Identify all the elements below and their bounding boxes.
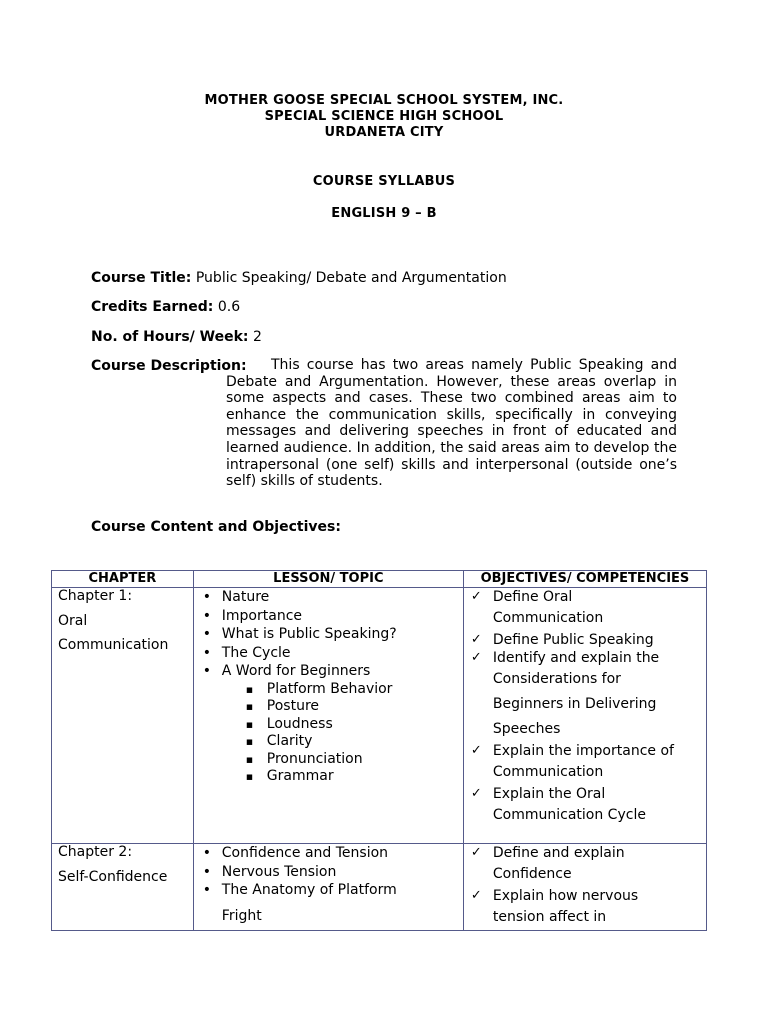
chapter-number: Chapter 1: [58, 588, 133, 604]
subject-title: ENGLISH 9 – B [331, 206, 437, 221]
objectives-cell [463, 844, 706, 931]
list-item: ✓ Explain the Oral Communication Cycle [493, 785, 706, 828]
chapter-cell [52, 588, 194, 844]
topic-list [194, 588, 463, 786]
list-item: ✓ Explain how nervous tension affect in [493, 887, 706, 930]
list-item: ▪ Loudness [267, 716, 463, 734]
objective-list [464, 588, 706, 828]
column-header-objectives: OBJECTIVES/ COMPETENCIES [463, 571, 706, 588]
list-item-continuation: Fright [221, 907, 262, 924]
chapter-name-line: Communication [58, 637, 169, 653]
list-item: • Importance [222, 607, 463, 626]
list-item: • What is Public Speaking? [222, 625, 463, 644]
list-item: ▪ Clarity [267, 733, 463, 751]
list-item: ▪ Grammar [267, 768, 463, 786]
chapter-number: Chapter 2: [58, 844, 133, 860]
list-item: ✓ Define Public Speaking [493, 631, 706, 649]
course-title-field [91, 269, 507, 287]
course-description-label: Course Description: [91, 358, 247, 374]
topic-cell [193, 844, 463, 931]
objectives-cell [463, 588, 706, 844]
hours-value: 2 [252, 329, 262, 345]
course-title-value: Public Speaking/ Debate and Argumentation [195, 270, 507, 286]
column-header-chapter: CHAPTER [52, 571, 194, 588]
list-item: ✓ Define Oral Communication [493, 588, 706, 631]
credits-field [91, 298, 240, 316]
school-header [0, 93, 768, 141]
list-item: • A Word for Beginners ▪ Platform Behavior ▪ Posture ▪ Loudness ▪ Clarity ▪ Pronunciation ▪ Grammar [222, 662, 463, 786]
column-header-topic: LESSON/ TOPIC [193, 571, 463, 588]
topic-list [194, 844, 463, 925]
school-division: SPECIAL SCIENCE HIGH SCHOOL [264, 109, 504, 124]
table-row [52, 588, 707, 844]
chapter-name-line: Oral [58, 612, 88, 629]
table-row [52, 844, 707, 931]
credits-value: 0.6 [217, 299, 241, 315]
list-item: • The Anatomy of Platform [222, 881, 463, 900]
course-description: This course has two areas namely Public Speaking and Debate and Argumentation. However, these areas overlap in some aspects and cases. These two combined areas aim to enhance the communication skills, specifically in conveying messages and delivering speeches in front of educated and learned audience. In addition, the said areas aim to develop the intrapersonal (one self) skills and interpersonal (outside one’s self) skills of students. [226, 357, 677, 490]
school-city: URDANETA CITY [324, 125, 444, 140]
school-name: MOTHER GOOSE SPECIAL SCHOOL SYSTEM, INC. [204, 93, 564, 108]
list-item: ✓ Identify and explain the Considerations for Beginners in Delivering Speeches [493, 649, 706, 742]
table-header-row [52, 571, 707, 588]
chapter-name-line: Self-Confidence [58, 868, 168, 885]
topic-cell [193, 588, 463, 844]
list-item: ▪ Posture [267, 698, 463, 716]
list-item: ▪ Pronunciation [267, 751, 463, 769]
list-item: • Nervous Tension [222, 863, 463, 882]
list-item: ✓ Explain the importance of Communication [493, 742, 706, 785]
subtopic-list [222, 681, 463, 787]
list-item: • Nature [222, 588, 463, 607]
syllabus-table [51, 570, 707, 931]
document-title: COURSE SYLLABUS [312, 174, 456, 189]
list-item: ▪ Platform Behavior [267, 681, 463, 699]
hours-label: No. of Hours/ Week: [91, 329, 249, 345]
credits-label: Credits Earned: [91, 299, 214, 315]
chapter-cell [52, 844, 194, 931]
list-item: • Confidence and Tension [222, 844, 463, 863]
objective-list [464, 844, 706, 930]
list-item: • The Cycle [222, 644, 463, 663]
course-title-label: Course Title: [91, 270, 192, 286]
list-item: ✓ Define and explain Confidence [493, 844, 706, 887]
hours-field [91, 328, 262, 346]
content-heading: Course Content and Objectives: [91, 519, 341, 535]
